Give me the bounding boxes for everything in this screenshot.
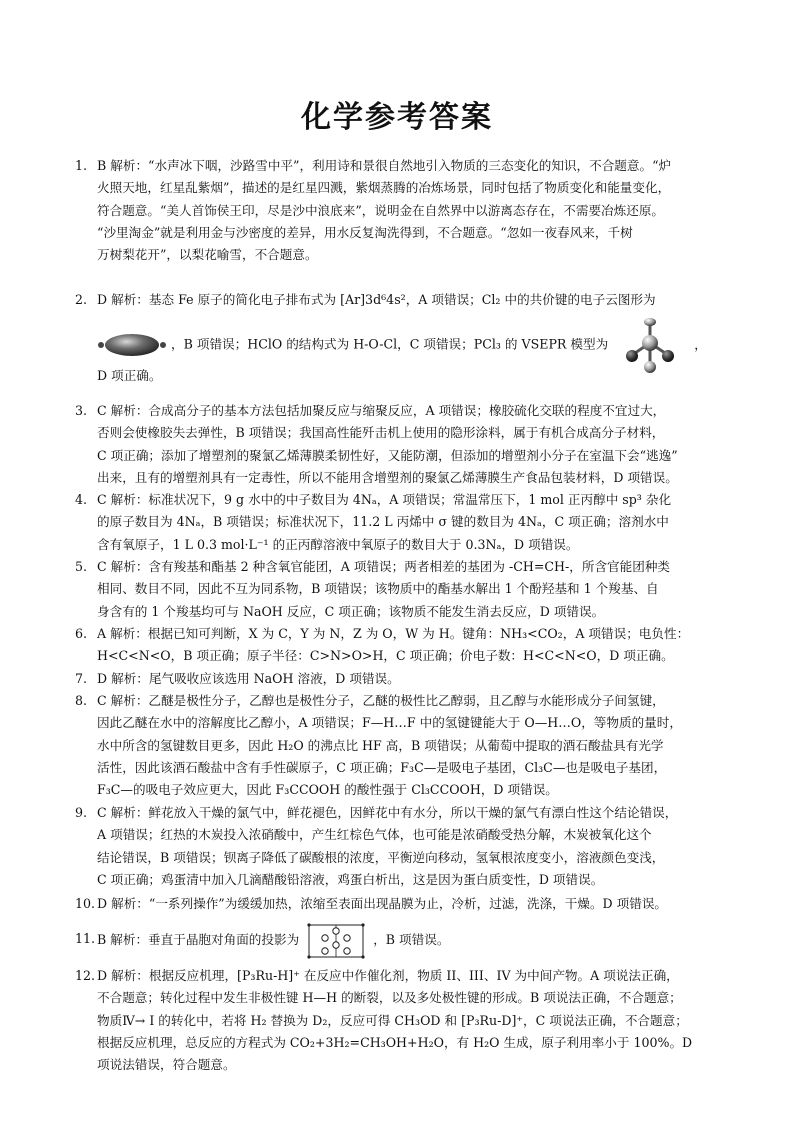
answer-number: 8. <box>75 693 88 708</box>
answer-line: 水中所含的氢键数目更多，因此 H₂O 的沸点比 HF 高，B 项错误；从葡萄中提取的酒石酸盐具有光学 <box>97 737 664 753</box>
answer-line: 物质Ⅳ→ I 的转化中，若将 H₂ 替换为 D₂，反应可得 CH₃OD 和 [P₃Ru-D]⁺，C 项说法正确，不合题意； <box>97 1012 688 1028</box>
answer-line: A 项错误；红热的木炭投入浓硝酸中，产生红棕色气体，也可能是浓硝酸受热分解，木炭被氧化这个 <box>97 827 652 843</box>
answer-number: 3. <box>75 403 88 418</box>
crystal-cell-projection-image <box>307 923 365 959</box>
answer-line: 身含有的 1 个羧基均可与 NaOH 反应，C 项正确；该物质不能发生消去反应，D 项错误。 <box>97 603 605 619</box>
answer-text: B 解析：垂直于晶胞对角面的投影为 <box>97 932 300 947</box>
answer-line: 项说法错误，符合题意。 <box>97 1057 236 1073</box>
answer-line: 符合题意。“美人首饰侯王印，尽是沙中浪底来”，说明金在自然界中以游离态存在，不需要冶炼还原。 <box>97 202 665 218</box>
answer-item-6 <box>75 623 725 668</box>
answer-text: ，B 项错误。 <box>373 932 450 947</box>
answer-line: “沙里淘金”就是利用金与沙密度的差异，用水反复淘洗得到，不合题意。“忽如一夜春风来，千树 <box>97 224 633 240</box>
answer-number: 12. <box>75 968 96 983</box>
answer-number: 9. <box>75 805 88 820</box>
answer-item-11 <box>75 920 725 960</box>
answer-item-2 <box>75 289 725 388</box>
answer-line: D 解析：“一系列操作”为缓缓加热，浓缩至表面出现晶膜为止，冷析，过滤，洗涤，干燥。D 项错误。 <box>97 896 668 911</box>
answer-item-7 <box>75 668 725 690</box>
answer-line: B 解析：“水声冰下咽，沙路雪中平”，利用诗和景很自然地引入物质的三态变化的知识，不合题意。“炉 <box>97 158 672 173</box>
answer-line: D 项正确。 <box>97 368 162 384</box>
answer-item-3 <box>75 400 725 489</box>
sigma-bond-electron-cloud-image <box>97 331 167 359</box>
answer-text: ， <box>694 336 707 352</box>
answer-text: ，B 项错误；HClO 的结构式为 H-O-Cl，C 项错误；PCl₃ 的 VSEPR 模型为 <box>171 336 609 352</box>
answer-line: C 项正确；添加了增塑剂的聚氯乙烯薄膜柔韧性好，又能防潮，但添加的增塑剂小分子在室温下会“逃逸” <box>97 447 678 463</box>
answer-line: C 解析：乙醚是极性分子，乙醇也是极性分子，乙醚的极性比乙醇弱，且乙醇与水能形成分子间氢键， <box>97 693 665 708</box>
answer-item-8 <box>75 690 725 801</box>
answer-line: C 解析：标准状况下，9 g 水中的中子数目为 4Nₐ，A 项错误；常温常压下，1 mol 正丙醇中 sp³ 杂化 <box>97 492 672 507</box>
answer-line-with-figures <box>97 315 725 365</box>
answer-item-12 <box>75 965 725 1076</box>
answer-line: F₃C—的吸电子效应更大，因此 F₃CCOOH 的酸性强于 Cl₃CCOOH，D 项错误。 <box>97 782 558 798</box>
answer-line: D 解析：尾气吸收应该选用 NaOH 溶液，D 项错误。 <box>97 671 400 686</box>
answer-line: 出来，且有的增塑剂具有一定毒性，所以不能用含增塑剂的聚氯乙烯薄膜生产食品包装材料，D 项错误。 <box>97 469 678 485</box>
answer-line: 万树梨花开”，以梨花喻雪，不合题意。 <box>97 247 318 263</box>
answer-line: C 解析：鲜花放入干燥的氯气中，鲜花褪色，因鲜花中有水分，所以干燥的氯气有漂白性这个结论错误， <box>97 805 678 820</box>
answer-line: D 解析：基态 Fe 原子的简化电子排布式为 [Ar]3d⁶4s²，A 项错误；Cl₂ 中的共价键的电子云图形为 <box>97 292 656 307</box>
answer-line: 不合题意；转化过程中发生非极性键 H—H 的断裂，以及多处极性键的形成。B 项说法正确，不合题意； <box>97 990 682 1006</box>
answer-item-9 <box>75 802 725 891</box>
answer-line: 因此乙醚在水中的溶解度比乙醇小，A 项错误；F—H…F 中的氢键键能大于 O—H…O，等物质的量时， <box>97 715 682 731</box>
answer-item-10 <box>75 893 725 915</box>
answer-line: C 项正确；鸡蛋清中加入几滴醋酸铅溶液，鸡蛋白析出，这是因为蛋白质变性，D 项错误。 <box>97 871 604 887</box>
answer-number: 10. <box>75 896 96 911</box>
pcl3-vsepr-model-image <box>620 315 680 375</box>
answer-line: 活性，因此该酒石酸盐中含有手性碳原子，C 项正确；F₃C—是吸电子基团，Cl₃C—也是吸电子基团， <box>97 759 667 775</box>
answer-line: D 解析：根据反应机理，[P₃Ru-H]⁺ 在反应中作催化剂，物质 II、III、IV 为中间产物。A 项说法正确， <box>97 968 679 983</box>
answer-line: H<C<N<O，B 项正确；原子半径：C>N>O>H，C 项正确；价电子数：H<C<N<O，D 项正确。 <box>97 648 674 664</box>
answer-number: 7. <box>75 671 88 686</box>
answer-item-1 <box>75 155 725 266</box>
answer-number: 1. <box>75 158 88 173</box>
answer-line: 相同、数目不同，因此不互为同系物，B 项错误；该物质中的酯基水解出 1 个酚羟基和 1 个羧基、自 <box>97 581 659 597</box>
answer-line: 结论错误，B 项错误；钡离子降低了碳酸根的浓度，平衡逆向移动，氢氧根浓度变小，溶液颜色变浅， <box>97 849 665 865</box>
answer-line: C 解析：含有羧基和酯基 2 种含氧官能团，A 项错误；两者相差的基团为 -CH=CH-，所含官能团种类 <box>97 559 671 574</box>
answer-line: 的原子数目为 4Nₐ，B 项错误；标准状况下，11.2 L 丙烯中 σ 键的数目为 4Nₐ，C 项正确；溶剂水中 <box>97 514 669 530</box>
answer-number: 6. <box>75 626 88 641</box>
answer-number: 4. <box>75 492 88 507</box>
page-title: 化学参考答案 <box>301 100 493 135</box>
answer-line: C 解析：合成高分子的基本方法包括加聚反应与缩聚反应，A 项错误；橡胶硫化交联的程度不宜过大， <box>97 403 666 418</box>
answer-number: 11. <box>75 931 96 946</box>
answer-line: 火照天地，红星乱紫烟”，描述的是红星四溅，紫烟蒸腾的冶炼场景，同时包括了物质变化和能量变化， <box>97 180 671 196</box>
answer-line: A 解析：根据已知可判断，X 为 C，Y 为 N，Z 为 O，W 为 H。键角：NH₃<CO₂，A 项错误；电负性： <box>97 626 690 641</box>
answer-line: 含有氧原子，1 L 0.3 mol·L⁻¹ 的正丙醇溶液中氧原子的数目大于 0.3Nₐ，D 项错误。 <box>97 536 579 552</box>
answer-number: 5. <box>75 559 88 574</box>
answer-item-4 <box>75 489 725 556</box>
answer-number: 2. <box>75 292 88 307</box>
answer-item-5 <box>75 556 725 623</box>
answer-line: 否则会使橡胶失去弹性，B 项错误；我国高性能歼击机上使用的隐形涂料，属于有机合成高分子材料， <box>97 425 665 441</box>
answer-line: 根据反应机理，总反应的方程式为 CO₂+3H₂=CH₃OH+H₂O，有 H₂O 生成，原子利用率小于 100%。D <box>97 1034 693 1050</box>
